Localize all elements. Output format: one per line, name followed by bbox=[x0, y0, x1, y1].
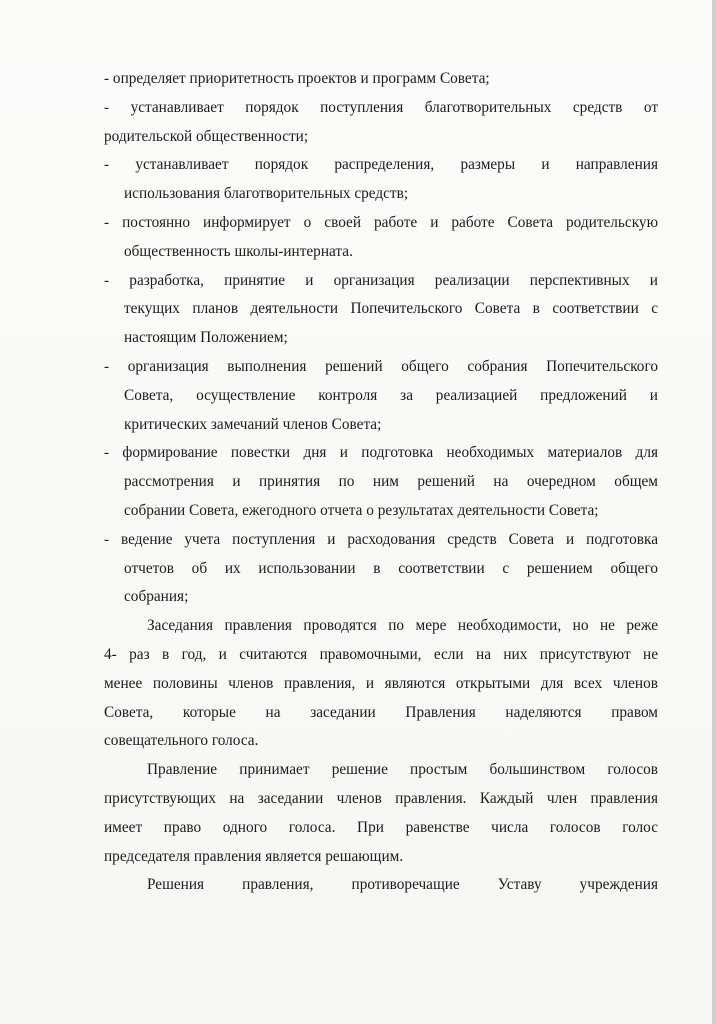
text-line: общественность школы-интерната. bbox=[124, 242, 353, 260]
text-line: собрании Совета, ежегодного отчета о результатах деятельности Совета; bbox=[124, 501, 599, 519]
text-line: - устанавливает порядок поступления благотворительных средств от bbox=[104, 98, 658, 116]
text-line: Решения правления, противоречащие Уставу учреждения bbox=[147, 876, 658, 894]
text-line: председателя правления является решающим. bbox=[104, 847, 404, 865]
text-line: - устанавливает порядок распределения, размеры и направления bbox=[104, 156, 658, 174]
text-line: - постоянно информирует о своей работе и работе Совета родительскую bbox=[104, 213, 658, 231]
text-line: родительской общественности; bbox=[104, 127, 309, 145]
text-line: - ведение учета поступления и расходования средств Совета и подготовка bbox=[104, 530, 658, 548]
text-line: текущих планов деятельности Попечительского Совета в соответствии с bbox=[124, 300, 658, 318]
text-line: отчетов об их использовании в соответствии с решением общего bbox=[124, 559, 658, 577]
text-line: совещательного голоса. bbox=[104, 732, 259, 750]
page-edge-shadow bbox=[712, 0, 716, 1024]
text-line: - определяет приоритетность проектов и программ Совета; bbox=[104, 70, 490, 87]
text-line: использования благотворительных средств; bbox=[124, 185, 409, 203]
text-line: рассмотрения и принятия по ним решений на очередном общем bbox=[124, 473, 658, 491]
text-line: настоящим Положением; bbox=[124, 329, 288, 347]
text-line: менее половины членов правления, и являются открытыми для всех членов bbox=[104, 674, 658, 692]
text-line: критических замечаний членов Совета; bbox=[124, 415, 382, 433]
text-line: Совета, которые на заседании Правления наделяются правом bbox=[104, 703, 658, 721]
text-line: собрания; bbox=[124, 588, 189, 606]
text-line: - разработка, принятие и организация реализации перспективных и bbox=[104, 271, 658, 289]
document-text-block bbox=[104, 65, 658, 900]
text-line: - формирование повестки дня и подготовка необходимых материалов для bbox=[104, 444, 658, 462]
text-line: присутствующих на заседании членов правления. Каждый член правления bbox=[104, 789, 658, 807]
text-line: - организация выполнения решений общего собрания Попечительского bbox=[104, 357, 658, 375]
text-line: Совета, осуществление контроля за реализацией предложений и bbox=[124, 386, 658, 404]
text-line: имеет право одного голоса. При равенстве числа голосов голос bbox=[104, 818, 658, 836]
text-line: Заседания правления проводятся по мере необходимости, но не реже bbox=[147, 617, 658, 635]
text-line: 4- раз в год, и считаются правомочными, если на них присутствуют не bbox=[104, 645, 658, 663]
text-line: Правление принимает решение простым большинством голосов bbox=[147, 761, 658, 779]
